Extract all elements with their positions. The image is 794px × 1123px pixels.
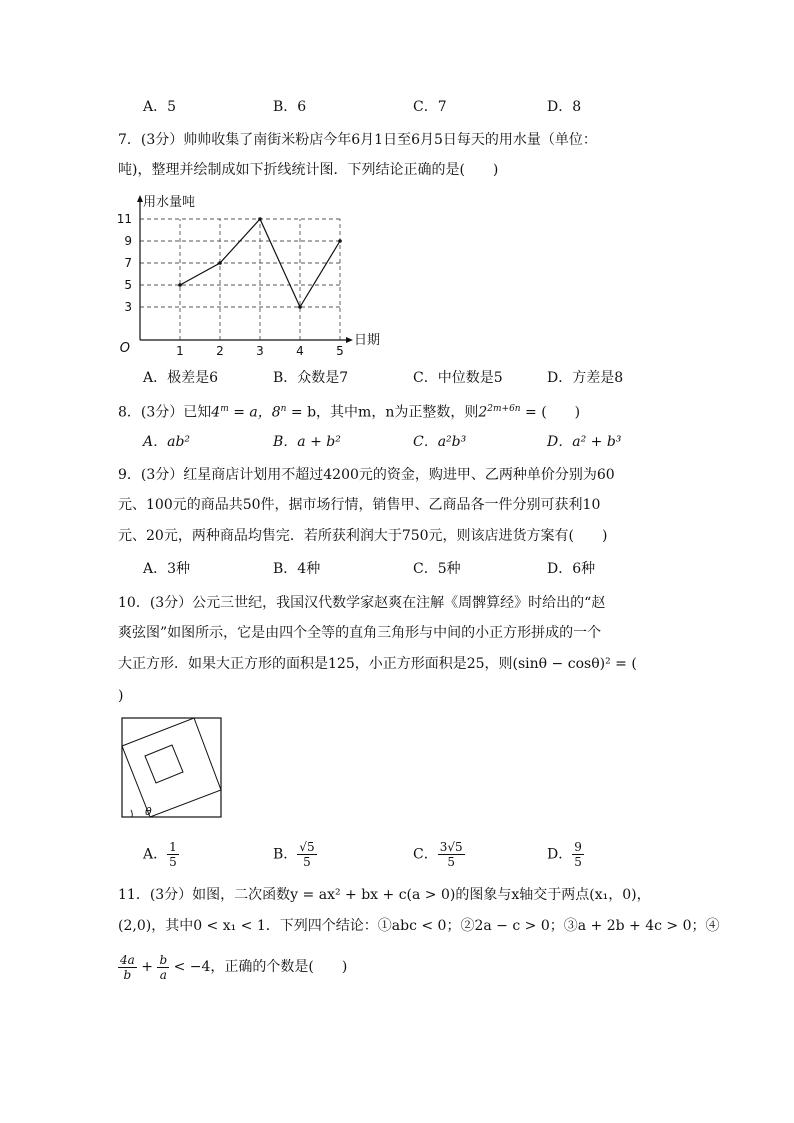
q9-option-b: B．4种 (273, 561, 321, 577)
y-tick-label-3: 3 (124, 300, 132, 314)
q9-option-a: A．3种 (143, 561, 191, 577)
y-axis-label: 用水量吨 (143, 195, 196, 210)
y-tick-label-5: 5 (124, 278, 132, 292)
q10-option-d: D． $\frac{9}{5}$ (547, 840, 582, 869)
q7-stem-line1: 7．(3分）帅帅收集了南街米粉店今年6月1日至6月5日每天的用水量（单位： (118, 132, 597, 148)
q10-option-c: C． $\frac{3√5}{5}$ (413, 840, 463, 869)
x-axis-arrow (346, 337, 353, 343)
y-tick-label-11: 11 (116, 212, 132, 226)
q10-option-a: A． $\frac{1}{5}$ (143, 840, 177, 869)
y-tick-label-7: 7 (124, 256, 132, 270)
q10-stem-line1: 10．(3分）公元三世纪，我国汉代数学家赵爽在注解《周髀算经》时给出的“赵 (118, 595, 606, 611)
q10-stem-line2: 爽弦图”如图所示，它是由四个全等的直角三角形与中间的小正方形拼成的一个 (118, 625, 602, 641)
q6-option-c: C．7 (413, 99, 447, 115)
q8-option-d: D．a² + b³ (547, 434, 622, 450)
q9-option-c: C．5种 (413, 561, 461, 577)
q9-stem-line3: 元、20元，两种商品均售完．若所获利润大于750元，则该店进货方案有( ) (118, 528, 608, 544)
q10-option-b: B． $\frac{√5}{5}$ (273, 840, 315, 869)
x-axis-label: 日期 (354, 333, 381, 348)
q11-stem-line2: (2,0)，其中0 < x₁ < 1．下列四个结论：①abc < 0；②2a − c > 0；③a + 2b + 4c > 0；④ (118, 918, 720, 934)
zhao-shuang-string-diagram (120, 716, 224, 820)
x-tick-label-5: 5 (336, 344, 344, 358)
q11-stem-line3: $\frac{4a}{b}$ + $\frac{b}{a}$ < −4，正确的个数是( ) (120, 952, 348, 982)
q7-option-b: B．众数是7 (273, 370, 349, 386)
q11-stem-line1: 11．(3分）如图，二次函数y = ax² + bx + c(a > 0)的图象与x轴交于两点(x₁，0)， (118, 887, 651, 903)
q6-option-a: A．5 (143, 99, 177, 115)
q8-option-c: C．a²b³ (413, 434, 467, 450)
data-point-day-3 (258, 217, 262, 221)
theta-label: θ (145, 805, 152, 818)
q7-option-d: D．方差是8 (547, 370, 624, 386)
x-tick-label-3: 3 (256, 344, 264, 358)
y-tick-label-9: 9 (124, 234, 132, 248)
q8-option-b: B．a + b² (273, 434, 341, 450)
data-point-day-5 (338, 239, 342, 243)
q7-option-a: A．极差是6 (143, 370, 219, 386)
q6-option-d: D．8 (547, 99, 582, 115)
q7-option-c: C．中位数是5 (413, 370, 503, 386)
q7-stem-line2: 吨)，整理并绘制成如下折线统计图．下列结论正确的是( ) (118, 162, 499, 178)
q10-stem-line4: ) (118, 688, 124, 704)
q6-option-b: B．6 (273, 99, 307, 115)
x-tick-label-2: 2 (216, 344, 224, 358)
q8-stem: 8．(3分）已知$4^m = a$，$8^n = b$，其中m，n为正整数，则$2^{2m+6n}$ = ( ) (118, 404, 581, 421)
q9-stem-line1: 9．(3分）红星商店计划用不超过4200元的资金，购进甲、乙两种单价分别为60 (118, 467, 615, 483)
x-tick-label-4: 4 (296, 344, 304, 358)
origin-label: O (119, 341, 130, 356)
q8-option-a: A．ab² (143, 434, 191, 450)
data-point-day-2 (218, 261, 222, 265)
q10-stem-line3: 大正方形．如果大正方形的面积是125，小正方形面积是25，则(sinθ − cosθ)² = ( (118, 656, 637, 672)
data-point-day-1 (178, 283, 182, 287)
data-point-day-4 (298, 305, 302, 309)
x-tick-label-1: 1 (176, 344, 184, 358)
q9-option-d: D．6种 (547, 561, 596, 577)
q9-stem-line2: 元、100元的商品共50件，据市场行情，销售甲、乙商品各一件分别可获利10 (118, 497, 601, 513)
water-usage-line-chart (110, 190, 390, 360)
